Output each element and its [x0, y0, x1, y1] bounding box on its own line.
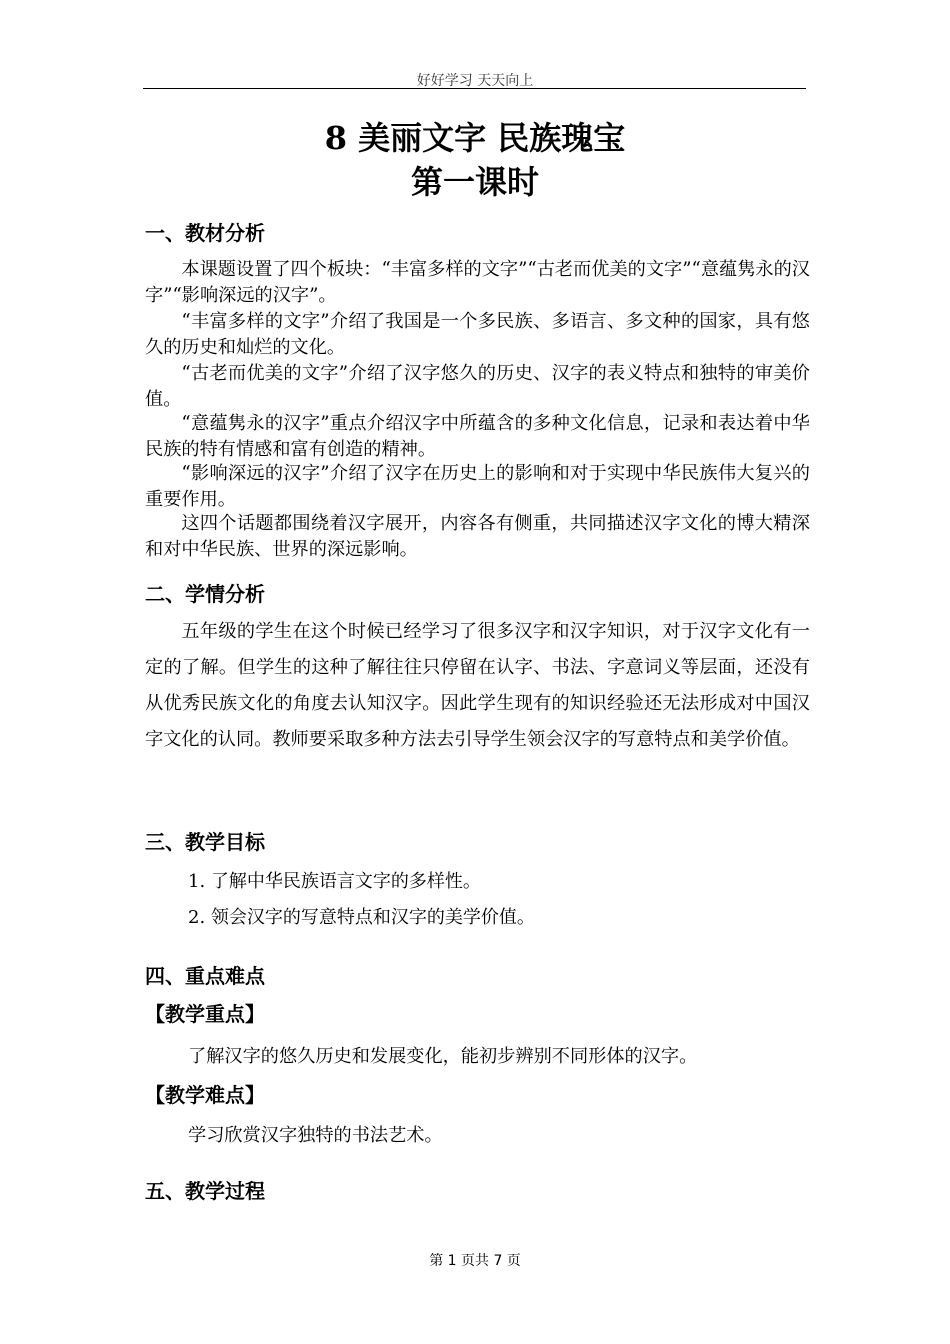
document-subtitle: 第一课时 — [410, 163, 539, 201]
difficulty-label: 【教学难点】 — [145, 1083, 265, 1107]
student-analysis-paragraph: 五年级的学生在这个时候已经学习了很多汉字和汉字知识，对于汉字文化有一定的了解。但学生的这种了解往往只停留在认字、书法、字意词义等层面，还没有从优秀民族文化的角度去认知汉字。因此学生现有的知识经验还无法形成对中国汉字文化的认同。教师要采取多种方法去引导学生领会汉字的写意特点和美学价值。 — [145, 621, 810, 750]
section-heading-student-analysis: 二、学情分析 — [145, 582, 265, 606]
textbook-paragraph-4: “意蕴隽永的汉字”重点介绍汉字中所蕴含的多种文化信息，记录和表达着中华民族的特有情感和富有创造的精神。 — [145, 413, 810, 460]
textbook-paragraph-5: “影响深远的汉字”介绍了汉字在历史上的影响和对于实现中华民族伟大复兴的重要作用。 — [145, 463, 810, 510]
header-divider — [143, 88, 806, 89]
goal-item-2: 2. 领会汉字的写意特点和汉字的美学价值。 — [188, 907, 535, 928]
goal-item-1: 1. 了解中华民族语言文字的多样性。 — [188, 871, 481, 892]
section-heading-teaching-process: 五、教学过程 — [145, 1179, 265, 1203]
page-footer: 第 1 页共 7 页 — [429, 1253, 521, 1269]
textbook-paragraph-1: 本课题设置了四个板块：“丰富多样的文字”“古老而优美的文字”“意蕴隽永的汉字”“影响深远的汉字”。 — [145, 259, 810, 306]
difficulty-text: 学习欣赏汉字独特的书法艺术。 — [188, 1125, 443, 1146]
key-point-text: 了解汉字的悠久历史和发展变化，能初步辨别不同形体的汉字。 — [188, 1046, 698, 1067]
document-title: 8 美丽文字 民族瑰宝 — [324, 119, 626, 157]
key-point-label: 【教学重点】 — [145, 1002, 265, 1026]
textbook-paragraph-2: “丰富多样的文字”介绍了我国是一个多民族、多语言、多文种的国家，具有悠久的历史和灿烂的文化。 — [145, 311, 810, 358]
page-header: 好好学习 天天向上 — [416, 73, 534, 89]
textbook-paragraph-6: 这四个话题都围绕着汉字展开，内容各有侧重，共同描述汉字文化的博大精深和对中华民族、世界的深远影响。 — [145, 513, 810, 560]
section-heading-textbook-analysis: 一、教材分析 — [145, 221, 265, 245]
textbook-paragraph-3: “古老而优美的文字”介绍了汉字悠久的历史、汉字的表义特点和独特的审美价值。 — [145, 363, 810, 410]
section-heading-key-points: 四、重点难点 — [145, 964, 265, 988]
section-heading-teaching-goals: 三、教学目标 — [145, 830, 265, 854]
